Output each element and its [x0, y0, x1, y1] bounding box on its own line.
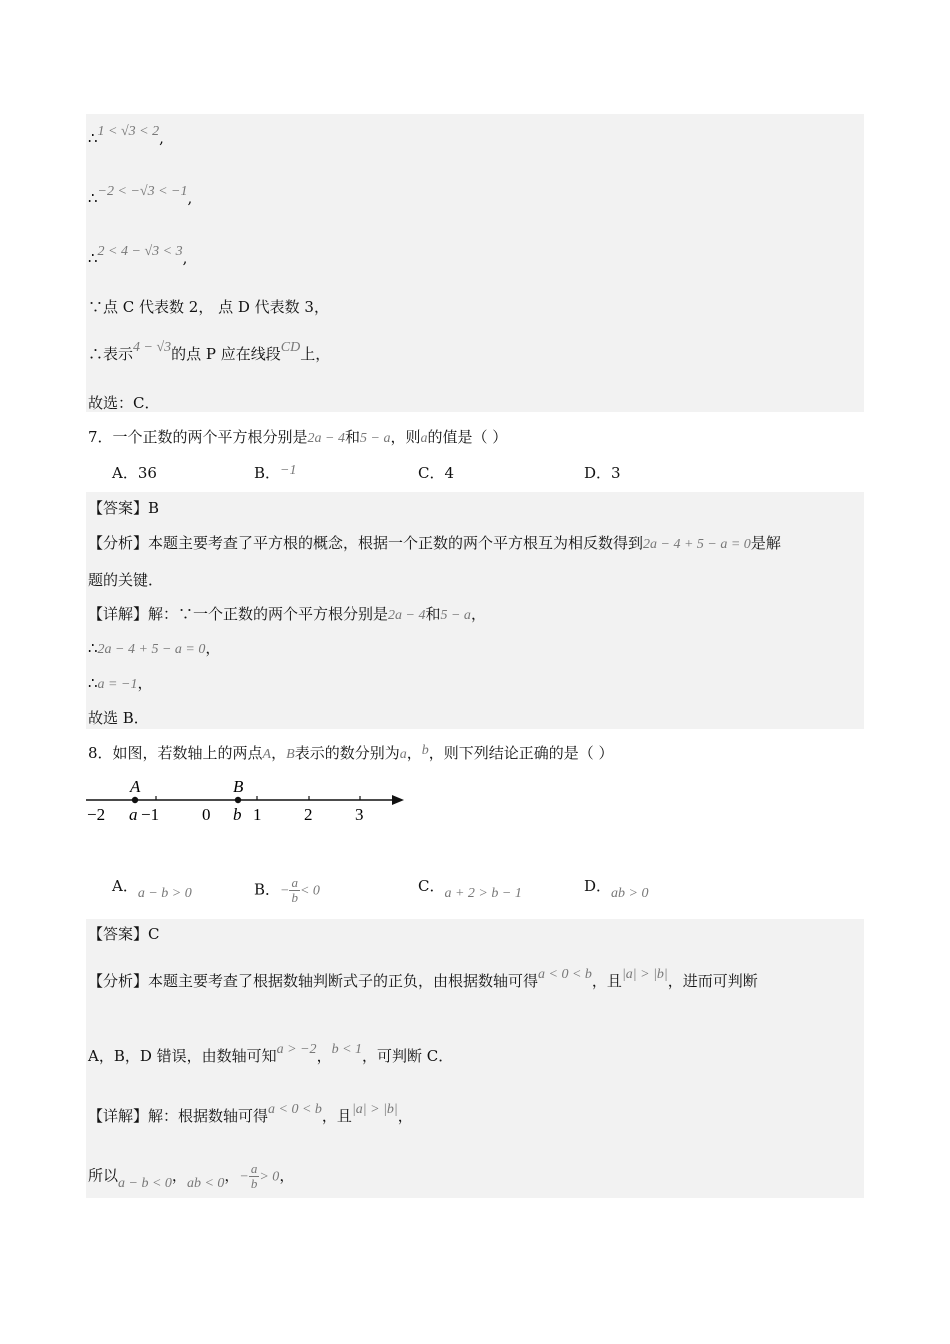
math-expr: 2a − 4 + 5 − a = 0	[643, 537, 751, 552]
math-fraction	[249, 1162, 260, 1191]
text: ，则	[390, 428, 421, 446]
text: 和	[345, 428, 361, 446]
option-value: a − b > 0	[137, 886, 192, 901]
option-label: B．	[254, 880, 281, 899]
tick-label-2: 2	[304, 805, 313, 824]
text: ，且	[321, 1107, 352, 1125]
fraction-denominator: b	[250, 1176, 258, 1191]
therefore-symbol: ∴	[88, 639, 98, 657]
text: ，则下列结论正确的是（ ）	[428, 744, 614, 762]
tick-label-a: a	[129, 805, 138, 824]
text: 【分析】本题主要考查了平方根的概念，根据一个正数的两个平方根互为相反数得到	[88, 534, 644, 552]
math-expr: a − b < 0	[118, 1175, 172, 1191]
tick-label-1: 1	[253, 805, 262, 824]
therefore-symbol: ∴	[88, 189, 98, 207]
q8-option-b[interactable]	[254, 876, 320, 905]
number-line-figure	[84, 774, 414, 830]
math-expr: ab < 0	[186, 1175, 225, 1191]
text: ，	[171, 1166, 187, 1185]
therefore-symbol: ∴	[88, 129, 98, 147]
q7-answer: 【答案】B	[88, 499, 160, 517]
text: 表示的数分别为	[294, 744, 400, 762]
math-expr: a = −1	[97, 677, 138, 692]
q7-detail	[88, 604, 486, 626]
option-value: 4	[444, 464, 455, 482]
fraction-numerator: a	[250, 1161, 258, 1176]
point-a-dot	[132, 797, 138, 803]
option-minus: −	[280, 883, 290, 899]
math-expr: CD	[280, 340, 301, 355]
punct: ,	[159, 129, 164, 147]
text: A，B，D 错误，由数轴可知	[88, 1047, 277, 1065]
option-label: C．	[418, 464, 445, 482]
punct: ，	[205, 639, 221, 657]
math-expr: −2 < −√3 < −1	[97, 184, 188, 199]
option-fraction	[289, 876, 300, 905]
fraction-numerator: a	[291, 875, 298, 890]
q7-option-b[interactable]	[254, 463, 296, 485]
tick-label-0: 0	[202, 805, 211, 824]
option-value: 36	[137, 464, 157, 482]
text: ∴表示	[88, 345, 134, 363]
option-value: 3	[611, 464, 621, 482]
therefore-symbol: ∴	[88, 249, 98, 267]
text: 8．如图，若数轴上的两点	[88, 744, 263, 762]
step-line-1	[88, 124, 164, 150]
math-expr: 2a − 4	[388, 608, 426, 623]
math-expr: a < 0 < b	[538, 967, 592, 982]
q8-detail-2	[88, 1162, 294, 1191]
option-label: C．	[418, 877, 445, 895]
solution-block-6	[86, 114, 864, 412]
option-value: a + 2 > b − 1	[444, 886, 522, 901]
option-label: A．	[112, 877, 138, 895]
tick-label-b: b	[233, 805, 242, 824]
math-expr: 2a − 4	[307, 431, 345, 446]
math-expr: a > −2	[276, 1042, 317, 1057]
q7-option-c[interactable]	[418, 463, 454, 483]
math-expr: 2 < 4 − √3 < 3	[97, 244, 183, 259]
q7-detail-2	[88, 638, 220, 660]
option-label: D．	[584, 464, 612, 482]
punct: ,	[182, 249, 188, 267]
punct: ,	[187, 189, 193, 207]
math-expr: 1 < √3 < 2	[97, 124, 160, 139]
text: 【详解】解：∵一个正数的两个平方根分别是	[88, 605, 389, 623]
text: ，可判断 C．	[362, 1047, 454, 1065]
tick-label-neg1: −1	[141, 805, 160, 824]
step-line-3	[88, 244, 188, 270]
point-a-label: A	[130, 777, 141, 796]
math-minus: −	[239, 1169, 249, 1185]
math-expr: 4 − √3	[133, 340, 172, 355]
math-expr: 5 − a	[360, 431, 391, 446]
q8-analysis-cont	[88, 1042, 454, 1068]
q7-detail-4: 故选 B．	[88, 709, 149, 727]
text: ，	[397, 1107, 413, 1125]
tick-label-3: 3	[355, 805, 364, 824]
point-b-label: B	[233, 777, 244, 796]
option-value: −1	[280, 463, 297, 478]
punct: ，	[137, 674, 153, 692]
q8-option-c[interactable]	[418, 876, 522, 901]
text: 是解	[750, 534, 781, 552]
text: 所以	[88, 1166, 119, 1185]
text: 7．一个正数的两个平方根分别是	[88, 428, 308, 446]
q7-detail-3	[88, 673, 152, 695]
tick-label-neg2: −2	[87, 805, 106, 824]
step-line-4: ∵点 C 代表数 2， 点 D 代表数 3，	[88, 298, 329, 316]
text: 的值是（ ）	[427, 428, 508, 446]
question-8-stem	[88, 743, 614, 765]
therefore-symbol: ∴	[88, 674, 98, 692]
q7-analysis-cont: 题的关键．	[88, 571, 164, 589]
math-expr: |a| > |b|	[621, 967, 668, 982]
q8-detail	[88, 1102, 413, 1128]
q7-analysis	[88, 533, 781, 555]
text: 的点 P 应在线段	[171, 345, 281, 363]
q8-option-a[interactable]	[112, 876, 192, 901]
fraction-denominator: b	[291, 890, 298, 905]
text: ，	[406, 744, 422, 762]
option-value: ab > 0	[611, 886, 649, 901]
q8-analysis	[88, 967, 758, 993]
text: 【详解】解：根据数轴可得	[88, 1107, 269, 1125]
q7-option-a[interactable]	[112, 463, 157, 483]
option-label: B．	[254, 464, 281, 482]
text: 和	[425, 605, 441, 623]
math-expr: b	[421, 743, 429, 758]
math-expr: 2a − 4 + 5 − a = 0	[97, 642, 206, 657]
axis-arrow-icon	[392, 795, 404, 805]
math-expr: B	[286, 747, 295, 762]
text: ，	[470, 605, 486, 623]
math-rel: > 0	[259, 1169, 280, 1185]
math-expr: |a| > |b|	[351, 1102, 398, 1117]
q8-answer: 【答案】C	[88, 925, 160, 943]
text: ，进而可判断	[667, 972, 758, 990]
math-expr: a < 0 < b	[268, 1102, 322, 1117]
text: ，	[271, 744, 287, 762]
option-label: A．	[112, 464, 138, 482]
text: 【分析】本题主要考查了根据数轴判断式子的正负，由根据数轴可得	[88, 972, 539, 990]
option-label: D．	[584, 877, 612, 895]
math-expr: A	[262, 747, 272, 762]
q7-option-d[interactable]	[584, 463, 621, 483]
step-line-5	[88, 340, 331, 366]
option-rel: < 0	[299, 883, 320, 899]
text: 上，	[300, 345, 331, 363]
text: ，且	[591, 972, 622, 990]
point-b-dot	[235, 797, 241, 803]
math-expr: a	[420, 431, 428, 446]
step-line-2	[88, 184, 193, 210]
text: ，	[316, 1047, 332, 1065]
text: ，	[279, 1166, 295, 1185]
math-expr: 5 − a	[440, 608, 471, 623]
math-expr: a	[399, 747, 407, 762]
question-7-stem	[88, 427, 507, 449]
step-line-6: 故选：C．	[88, 394, 160, 412]
text: ，	[224, 1166, 240, 1185]
q8-option-d[interactable]	[584, 876, 649, 901]
math-expr: b < 1	[331, 1042, 363, 1057]
